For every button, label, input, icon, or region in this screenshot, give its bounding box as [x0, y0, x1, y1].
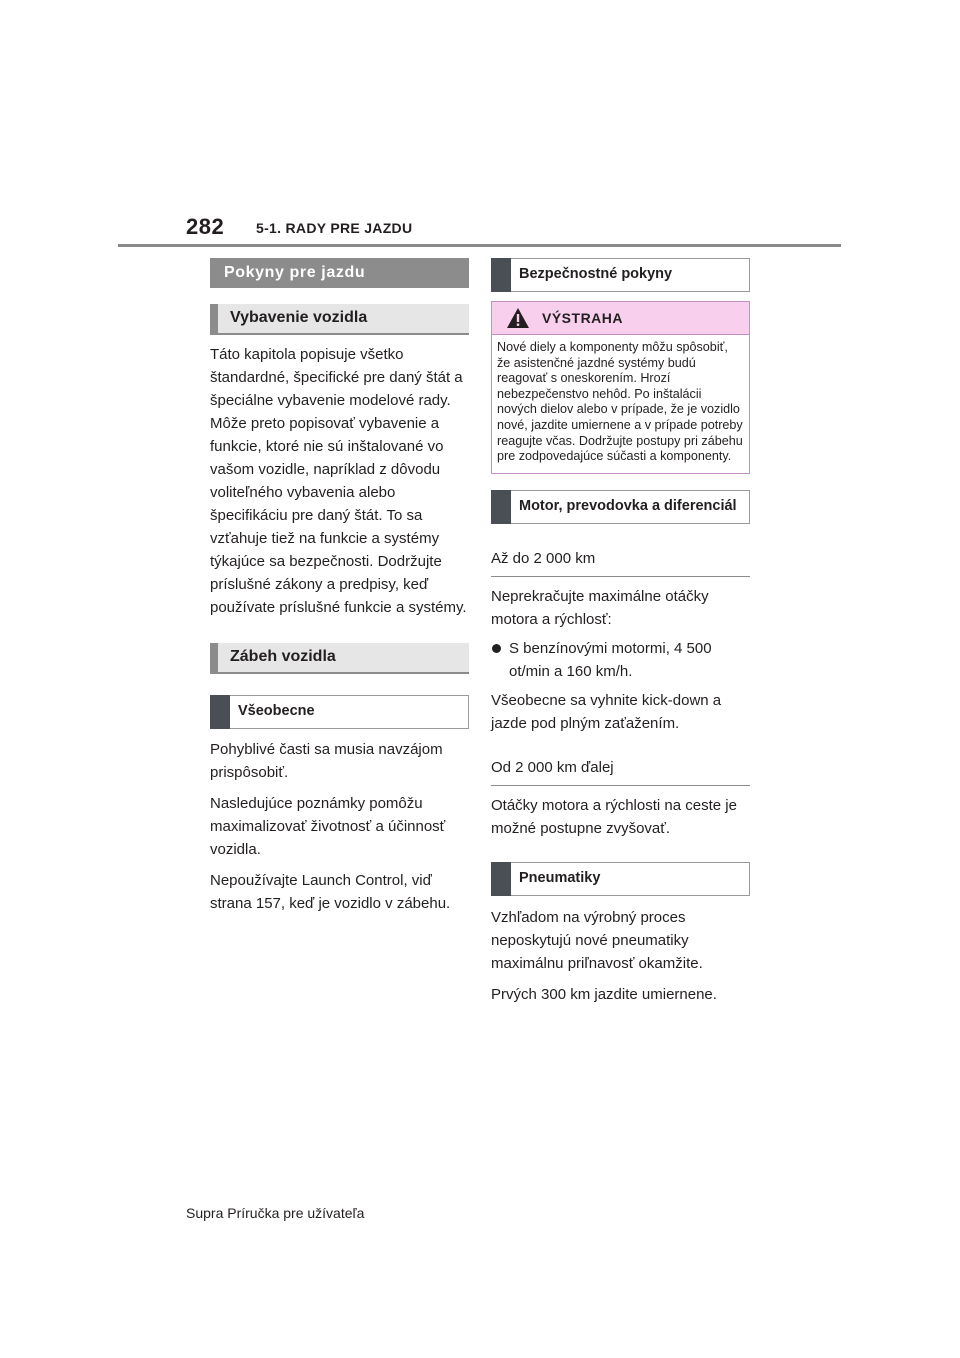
- paragraph-zabeh-2: Nasledujúce poznámky pomôžu maximalizovať životnosť a účinnosť vozidla.: [210, 795, 446, 858]
- heading-motor: Motor, prevodovka a diferenciál: [491, 490, 750, 524]
- paragraph-motor-2: Všeobecne sa vyhnite kick-down a jazde pod plným zaťažením.: [491, 691, 722, 732]
- left-column: [210, 258, 469, 915]
- chapter-title: 5-1. RADY PRE JAZDU: [256, 220, 413, 236]
- section-title: Pokyny pre jazdu: [210, 258, 469, 288]
- heading-bezpecnostne-pokyny: Bezpečnostné pokyny: [491, 258, 750, 292]
- warning-title: VÝSTRAHA: [542, 310, 624, 326]
- paragraph-pneumatiky-2: Prvých 300 km jazdite umiernene.: [491, 985, 717, 1003]
- bullet-benzinove-motory: S benzínovými motormi, 4 500 ot/min a 160 km/h.: [491, 637, 750, 683]
- heading-zabeh: Zábeh vozidla: [210, 643, 469, 674]
- warning-header: [492, 302, 749, 334]
- paragraph-motor-3: Otáčky motora a rýchlosti na ceste je možné postupne zvyšovať.: [491, 796, 737, 837]
- warning-text: Nové diely a komponenty môžu spôsobiť, že asistenčné jazdné systémy budú reagovať s oneskorením. Hrozí nebezpečenstvo nehôd. Po inštalácii nových dielov alebo v prípade, že je vozidlo nové, jazdite umiernene a v prípade potreby reagujte včas. Dodržujte postupy pri zábehu pre zodpovedajúce súčasti a komponenty.: [492, 334, 749, 473]
- paragraph-zabeh-3: Nepoužívajte Launch Control, viď strana 157, keď je vozidlo v zábehu.: [210, 872, 451, 912]
- warning-box: [491, 301, 750, 474]
- subheading-do-2000-km: Až do 2 000 km: [491, 546, 750, 577]
- heading-pneumatiky: Pneumatiky: [491, 862, 750, 896]
- paragraph-motor-1: Neprekračujte maximálne otáčky motora a rýchlosť:: [491, 587, 709, 628]
- subheading-od-2000-km: Od 2 000 km ďalej: [491, 755, 750, 786]
- page-number: 282: [186, 214, 225, 239]
- subheading-vseobecne: Všeobecne: [210, 695, 469, 729]
- heading-vybavenie: Vybavenie vozidla: [210, 304, 469, 335]
- warning-triangle-icon: [506, 307, 530, 329]
- paragraph-pneumatiky-1: Vzhľadom na výrobný proces neposkytujú nové pneumatiky maximálnu priľnavosť okamžite.: [491, 908, 703, 972]
- paragraph-zabeh-1: Pohyblivé časti sa musia navzájom prispôsobiť.: [210, 741, 443, 781]
- header-rule: [118, 244, 841, 247]
- footer-text: Supra Príručka pre užívateľa: [186, 1205, 365, 1221]
- paragraph-vybavenie: Táto kapitola popisuje všetko štandardné, špecifické pre daný štát a špeciálne vybavenie modelové rady. Môže preto popisovať vybavenie a funkcie, ktoré nie sú inštalované vo vašom vozidle, napríklad z dôvodu voliteľného vybavenia alebo špecifikáciu pre daný štát. To sa vzťahuje tiež na funkcie a systémy týkajúce sa bezpečnosti. Dodržujte príslušné zákony a predpisy, keď používate príslušné funkcie a systémy.: [210, 346, 467, 616]
- right-column: [491, 258, 750, 1006]
